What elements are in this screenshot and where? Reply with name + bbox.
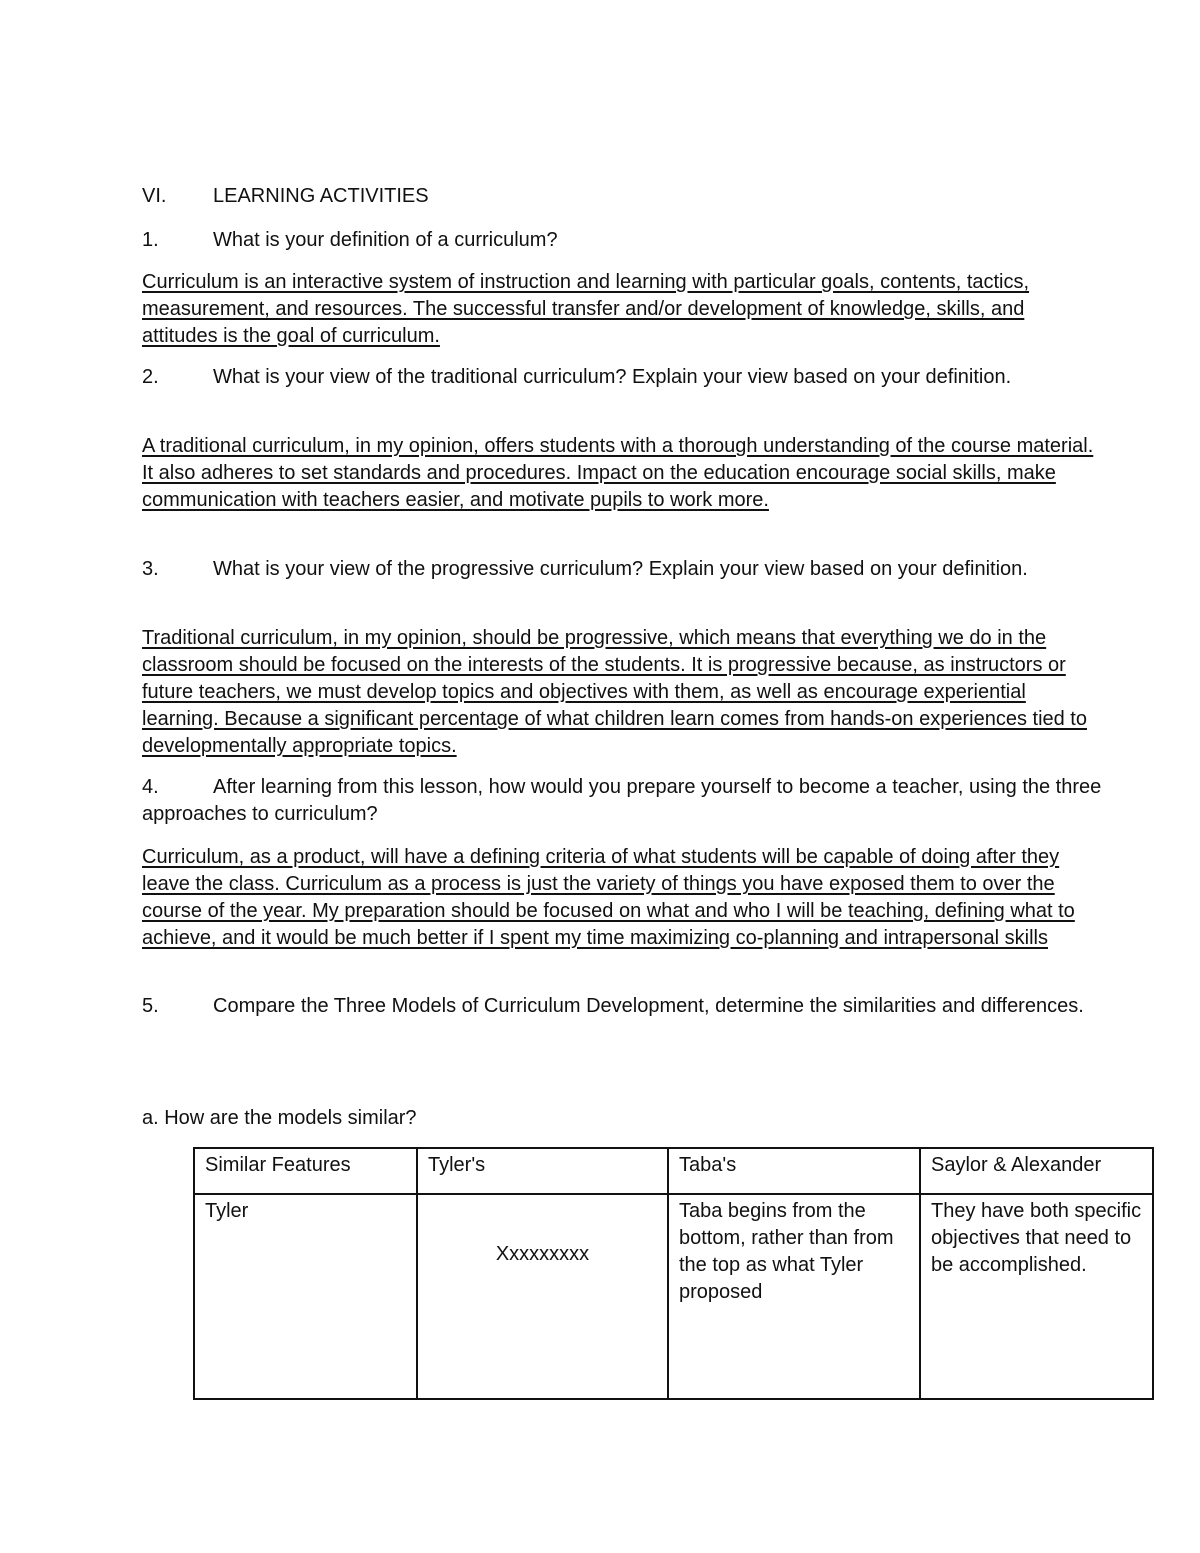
subquestion-a: a. How are the models similar? — [142, 1107, 417, 1129]
table-row — [194, 1194, 1153, 1399]
question-text: What is your view of the progressive curriculum? Explain your view based on your definition. — [213, 558, 1028, 580]
cell-tabas: Taba begins from the bottom, rather than from the top as what Tyler proposed — [668, 1194, 920, 1399]
answer-2: A traditional curriculum, in my opinion, offers students with a thorough understanding of the course material. It also adheres to set standards and procedures. Impact on the education encourage social skills, make communication with teachers easier, and motivate pupils to work more. — [142, 435, 1094, 511]
question-3 — [142, 556, 1102, 583]
section-number: VI. — [142, 185, 167, 207]
cell-tylers — [417, 1194, 668, 1399]
question-number: 5. — [142, 995, 159, 1017]
header-tabas: Taba's — [668, 1148, 920, 1194]
question-number: 1. — [142, 229, 159, 251]
question-text: What is your view of the traditional curriculum? Explain your view based on your definition. — [213, 366, 1012, 388]
cell-tylers-text: Xxxxxxxxx — [495, 1243, 590, 1265]
header-similar-features: Similar Features — [194, 1148, 417, 1194]
cell-saylor: They have both specific objectives that need to be accomplished. — [920, 1194, 1153, 1399]
similarities-table — [193, 1147, 1154, 1400]
section-heading — [142, 183, 429, 210]
question-text: Compare the Three Models of Curriculum Development, determine the similarities and differences. — [213, 995, 1084, 1017]
question-text: After learning from this lesson, how would you prepare yourself to become a teacher, using the three approaches to curriculum? — [142, 776, 1102, 825]
question-2 — [142, 364, 1102, 391]
question-text: What is your definition of a curriculum? — [213, 229, 558, 251]
header-tylers: Tyler's — [417, 1148, 668, 1194]
cell-feature: Tyler — [194, 1194, 417, 1399]
answer-4: Curriculum, as a product, will have a defining criteria of what students will be capable of doing after they leave the class. Curriculum as a process is just the variety of things you have exposed them to over the course of the year. My preparation should be focused on what and who I will be teaching, defining what to achieve, and it would be much better if I spent my time maximizing co-planning and intrapersonal skills — [142, 846, 1075, 949]
question-4 — [142, 774, 1102, 828]
question-number: 3. — [142, 558, 159, 580]
question-number: 2. — [142, 366, 159, 388]
answer-3: Traditional curriculum, in my opinion, should be progressive, which means that everything we do in the classroom should be focused on the interests of the students. It is progressive because, as instructors or future teachers, we must develop topics and objectives with them, as well as encourage experiential learning. Because a significant percentage of what children learn comes from hands-on experiences tied to developmentally appropriate topics. — [142, 627, 1087, 757]
section-title: LEARNING ACTIVITIES — [213, 185, 429, 207]
answer-1: Curriculum is an interactive system of instruction and learning with particular goals, contents, tactics, measurement, and resources. The successful transfer and/or development of knowledge, skills, and attitudes is the goal of curriculum. — [142, 271, 1030, 347]
table-header-row — [194, 1148, 1153, 1194]
question-1 — [142, 227, 558, 254]
question-number: 4. — [142, 776, 159, 798]
question-5 — [142, 993, 1102, 1020]
header-saylor-alexander: Saylor & Alexander — [920, 1148, 1153, 1194]
